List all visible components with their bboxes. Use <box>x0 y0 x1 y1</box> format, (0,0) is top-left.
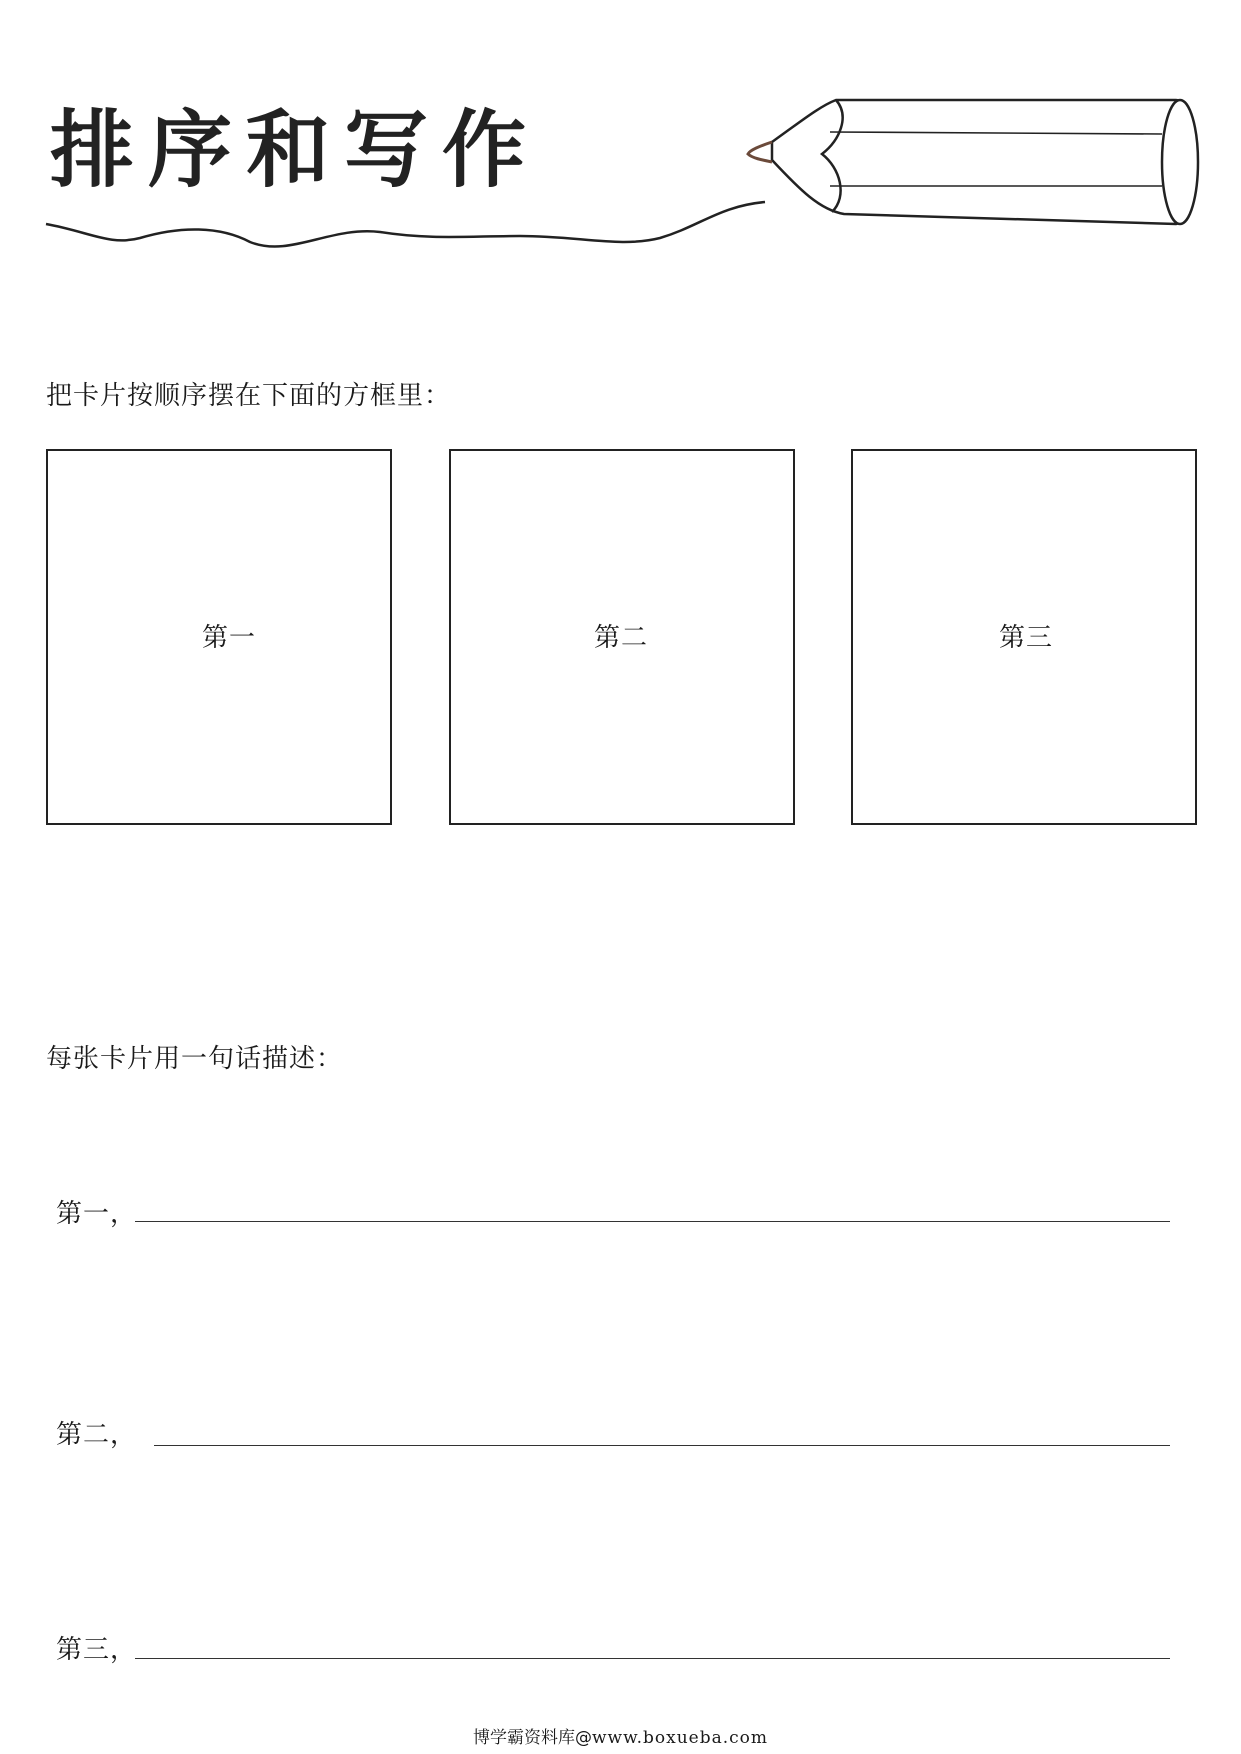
card-box-second <box>449 449 795 825</box>
card-box-label: 第二 <box>594 623 649 653</box>
pencil-end <box>1162 100 1198 224</box>
page-title: 排序和写作 <box>50 101 541 199</box>
description-label-third: 第三， <box>56 1635 138 1665</box>
pencil-tip <box>748 142 772 162</box>
footer-url: www.boxueba.com <box>591 1728 769 1748</box>
card-box-first <box>46 449 392 825</box>
wavy-line <box>46 202 765 247</box>
description-label-first: 第一， <box>56 1199 138 1229</box>
card-box-third <box>851 449 1197 825</box>
ordering-instruction: 把卡片按顺序摆在下面的方框里： <box>46 381 452 411</box>
writing-line-first[interactable] <box>135 1221 1170 1222</box>
description-instruction: 每张卡片用一句话描述： <box>46 1044 344 1074</box>
pencil-body <box>772 100 1193 224</box>
description-label-second: 第二， <box>56 1420 138 1450</box>
footer-site-name: 博学霸资料库@ <box>472 1728 592 1748</box>
writing-line-second[interactable] <box>154 1445 1170 1446</box>
footer <box>0 1730 1241 1747</box>
card-box-label: 第三 <box>999 623 1054 653</box>
card-box-label: 第一 <box>202 623 257 653</box>
writing-line-third[interactable] <box>135 1658 1170 1659</box>
